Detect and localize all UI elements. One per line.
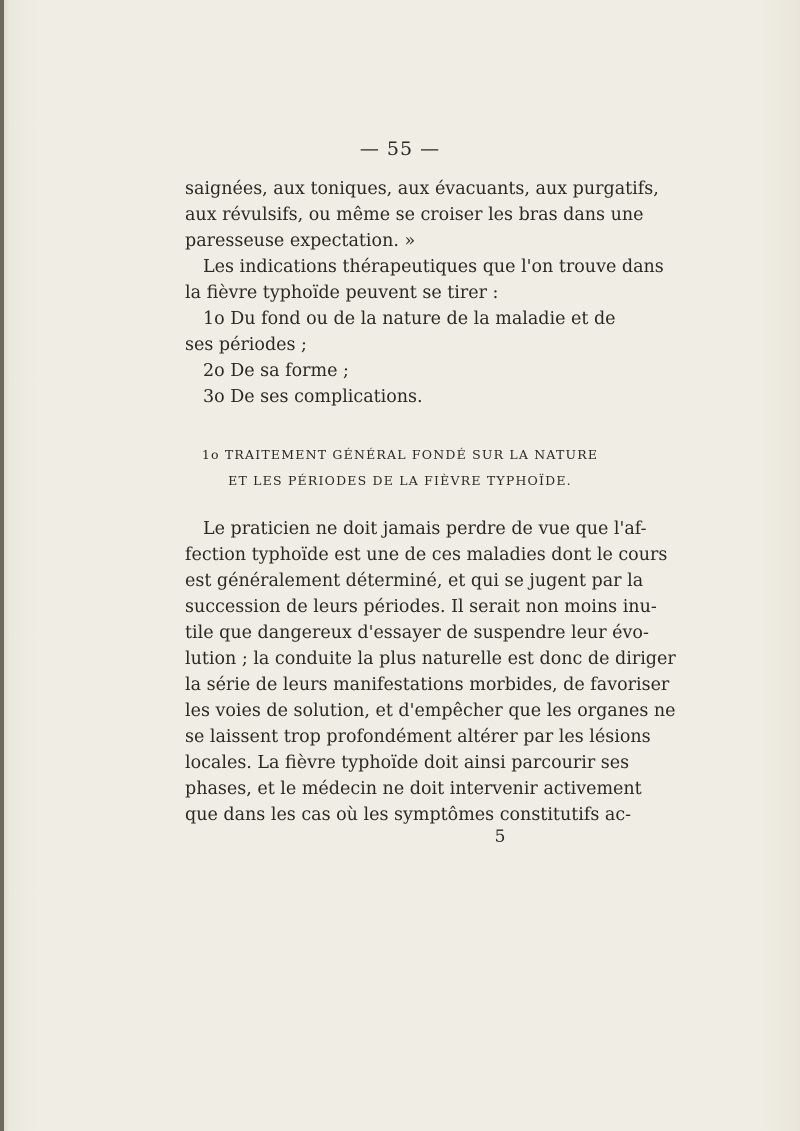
text-line: la fièvre typhoïde peuvent se tirer : — [185, 283, 499, 303]
section-heading-line-2: ET LES PÉRIODES DE LA FIÈVRE TYPHOÏDE. — [228, 473, 572, 488]
paragraph-line: les voies de solution, et d'empêcher que les organes ne — [185, 701, 676, 721]
binding-edge — [0, 0, 4, 1131]
paragraph-line: locales. La fièvre typhoïde doit ainsi parcourir ses — [185, 753, 630, 773]
section-heading-line-1: 1o TRAITEMENT GÉNÉRAL FONDÉ SUR LA NATURE — [201, 447, 599, 462]
list-item-3: 3o De ses complications. — [203, 387, 423, 407]
text-line: Les indications thérapeutiques que l'on trouve dans — [203, 257, 664, 277]
paragraph-line: est généralement déterminé, et qui se jugent par la — [185, 571, 644, 591]
paragraph-line: lution ; la conduite la plus naturelle est donc de diriger — [185, 649, 676, 669]
text-line: paresseuse expectation. » — [185, 231, 416, 251]
paragraph-line: phases, et le médecin ne doit intervenir activement — [185, 779, 642, 799]
paragraph-line: succession de leurs périodes. Il serait non moins inu- — [185, 597, 657, 617]
paragraph-line: tile que dangereux d'essayer de suspendre leur évo- — [185, 623, 649, 643]
paragraph-line: que dans les cas où les symptômes constitutifs ac- — [185, 805, 632, 825]
signature-mark: 5 — [494, 827, 506, 847]
page-number: — 55 — — [359, 138, 441, 160]
text-line: saignées, aux toniques, aux évacuants, aux purgatifs, — [185, 179, 659, 199]
paragraph-line: fection typhoïde est une de ces maladies dont le cours — [185, 545, 668, 565]
paragraph-line: la série de leurs manifestations morbides, de favoriser — [185, 675, 670, 695]
text-line: aux révulsifs, ou même se croiser les bras dans une — [185, 205, 644, 225]
paragraph-line: se laissent trop profondément altérer par les lésions — [185, 727, 651, 747]
list-item-1: 1o Du fond ou de la nature de la maladie et de — [203, 309, 616, 329]
text-line: ses périodes ; — [185, 335, 307, 355]
list-item-2: 2o De sa forme ; — [203, 361, 349, 381]
paragraph-line: Le praticien ne doit jamais perdre de vue que l'af- — [203, 519, 647, 539]
